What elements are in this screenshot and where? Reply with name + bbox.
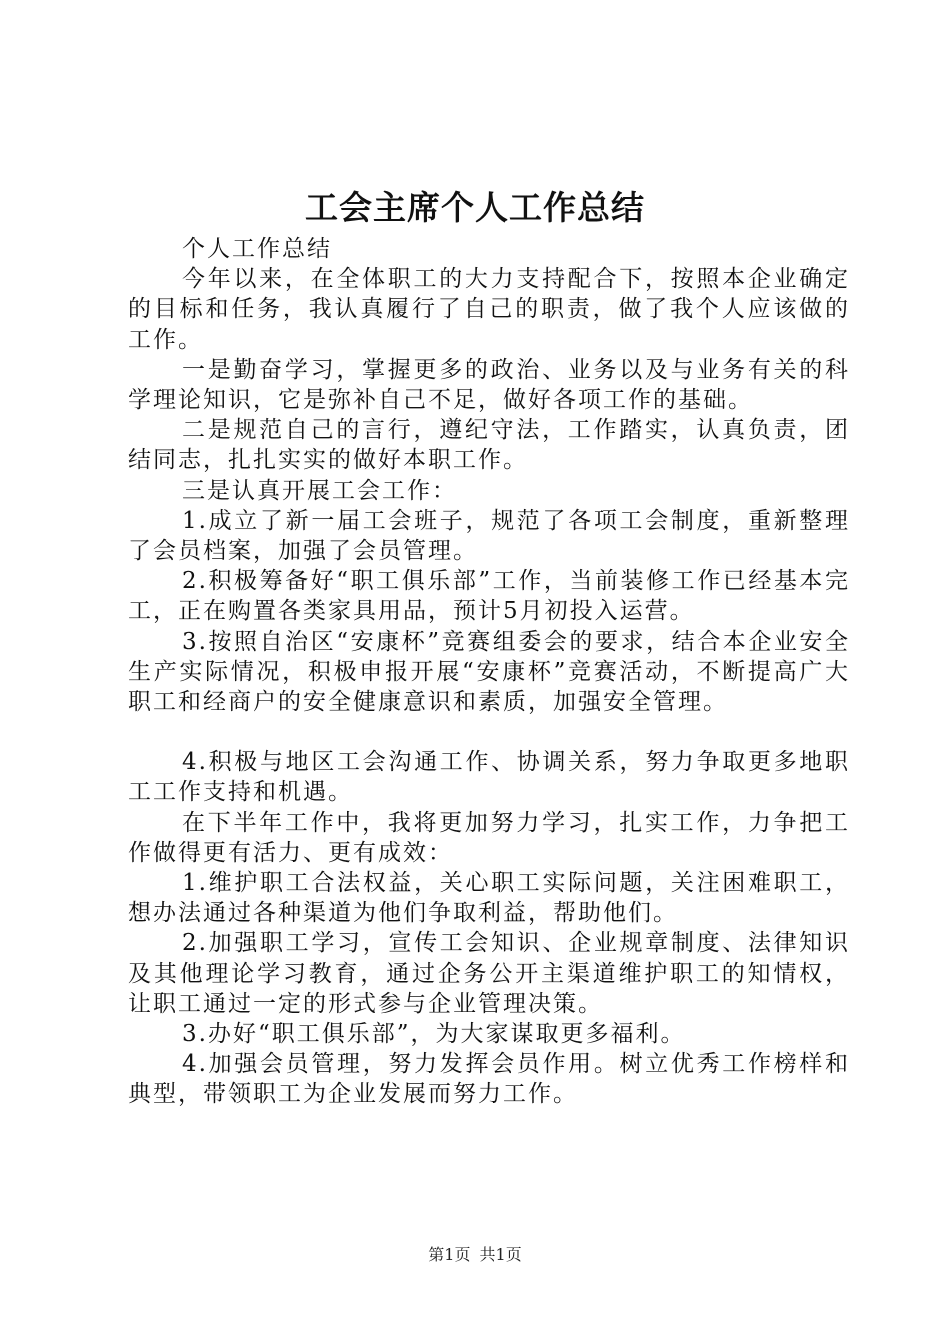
paragraph-item-1: 1.成立了新一届工会班子，规范了各项工会制度，重新整理了会员档案，加强了会员管理。 xyxy=(128,507,850,565)
paragraph-plan-2: 2.加强职工学习，宣传工会知识、企业规章制度、法律知识及其他理论学习教育，通过企务公开主渠道维护职工的知情权，让职工通过一定的形式参与企业管理决策。 xyxy=(128,930,850,1017)
paragraph-item-2: 2.积极筹备好“职工俱乐部”工作，当前装修工作已经基本完工，正在购置各类家具用品，预计5月初投入运营。 xyxy=(128,568,850,625)
paragraph-item-3: 3.按照自治区“安康杯”竞赛组委会的要求，结合本企业安全生产实际情况，积极申报开展“安康杯”竞赛活动，不断提高广大职工和经商户的安全健康意识和素质，加强安全管理。 xyxy=(128,628,850,716)
page-number: 第1页 xyxy=(428,1245,471,1264)
page-total: 共1页 xyxy=(479,1245,522,1264)
paragraph-plan-3: 3.办好“职工俱乐部”，为大家谋取更多福利。 xyxy=(182,1021,686,1048)
document-title: 工会主席个人工作总结 xyxy=(305,188,645,227)
paragraph-point-two: 二是规范自己的言行，遵纪守法，工作踏实，认真负责，团结同志，扎扎实实的做好本职工作。 xyxy=(128,417,850,474)
paragraph-heading: 个人工作总结 xyxy=(182,236,332,262)
paragraph-plan-4: 4.加强会员管理，努力发挥会员作用。树立优秀工作榜样和典型，带领职工为企业发展而努力工作。 xyxy=(128,1051,850,1108)
paragraph-plan-1: 1.维护职工合法权益，关心职工实际问题，关注困难职工，想办法通过各种渠道为他们争取利益，帮助他们。 xyxy=(128,870,850,927)
paragraph-point-one: 一是勤奋学习，掌握更多的政治、业务以及与业务有关的科学理论知识，它是弥补自己不足，做好各项工作的基础。 xyxy=(128,356,850,414)
paragraph-intro: 今年以来，在全体职工的大力支持配合下，按照本企业确定的目标和任务，我认真履行了自己的职责，做了我个人应该做的工作。 xyxy=(128,266,850,353)
paragraph-point-three: 三是认真开展工会工作： xyxy=(182,477,457,504)
paragraph-gap xyxy=(128,717,850,747)
paragraph-plan-intro: 在下半年工作中，我将更加努力学习，扎实工作，力争把工作做得更有活力、更有成效： xyxy=(128,809,850,866)
paragraph-item-4: 4.积极与地区工会沟通工作、协调关系，努力争取更多地职工工作支持和机遇。 xyxy=(128,749,850,806)
document-body xyxy=(128,234,850,1110)
page-footer xyxy=(0,1244,950,1266)
